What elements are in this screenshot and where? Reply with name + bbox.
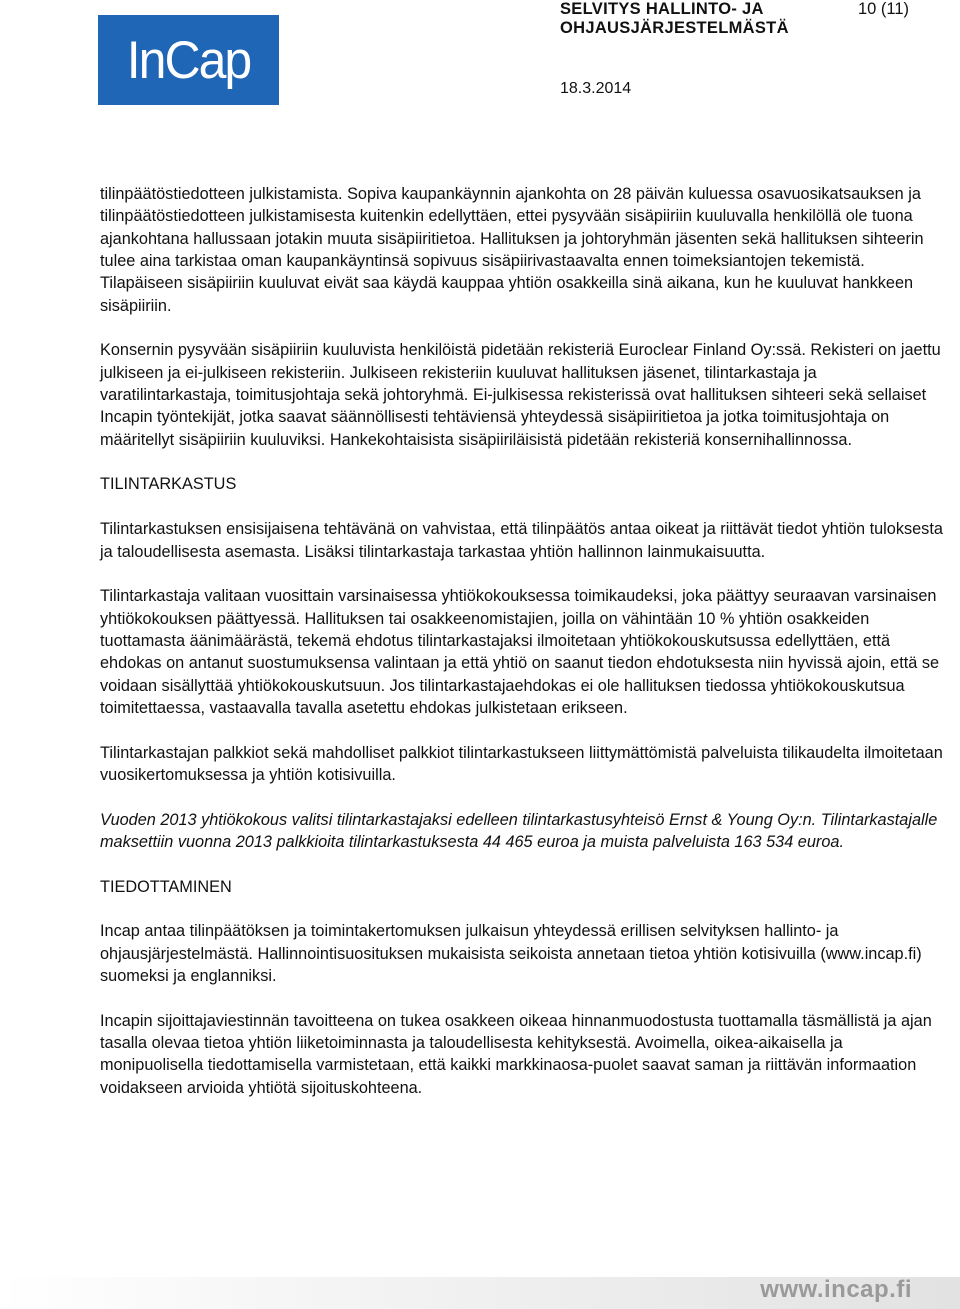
paragraph-auditor-election: Tilintarkastaja valitaan vuosittain varsinaisessa yhtiökokouksessa toimikaudeksi, joka päättyy seuraavan varsinaisen yhtiökokouksen päättyessä. Hallituksen tai osakkeenomistajien, joilla on vähintään 10 % yhtiön osakkeiden tuottamasta äänimäärästä, tekemä ehdotus tilintarkastajaksi ilmoitetaan yhtiökokouskutsussa edellyttäen, että ehdokas on antanut suostumuksensa valintaan ja että yhtiö on saanut tiedon ehdotuksesta niin hyvissä ajoin, että se voidaan sisällyttää yhtiökokouskutsuun. Jos tilintarkastajaehdokas ei ole hallituksen tiedossa yhtiökokouskutsua toimitettaessa, vastaavalla tavalla asetettu ehdokas julkistetaan erikseen.: [100, 587, 940, 717]
section-heading-communication: TIEDOTTAMINEN: [100, 877, 232, 896]
document-date: 18.3.2014: [560, 80, 632, 97]
paragraph-insider-trading: tilinpäätöstiedotteen julkistamista. Sopiva kaupankäynnin ajankohta on 28 päivän kuluessa osavuosikatsauksen ja tilinpäätöstiedotteen julkistamisesta kuitenkin edellyttäen, ettei pysyvään sisäpiiriin kuuluvalla henkilöllä ole tuona ajankohtana hallussaan jotakin muuta sisäpiiritietoa. Hallituksen ja johtoryhmän jäsenten sekä hallituksen sihteerin tulee aina tarkistaa oman kaupankäyntinsä sopivuus sisäpiirivastaavalta ennen toimeksiantojen tekemistä. Tilapäiseen sisäpiiriin kuuluvat eivät saa käydä kauppaa yhtiön osakkeilla sinä aikana, kun he kuuluvat hankkeen sisäpiiriin.: [100, 185, 924, 315]
company-logo: [98, 15, 279, 105]
document-body: [100, 183, 950, 1121]
paragraph-insider-register: Konsernin pysyvään sisäpiiriin kuuluvista henkilöistä pidetään rekisteriä Euroclear Finland Oy:ssä. Rekisteri on jaettu julkiseen ja ei-julkiseen rekisteriin. Julkiseen rekisteriin kuuluvat hallituksen jäsenet, tilintarkastaja ja varatilintarkastaja, toimitusjohtaja sekä johtoryhmä. Ei-julkisessa rekisterissä ovat hallituksen sihteeri sekä sellaiset Incapin työntekijät, jotka saavat säännöllisesti tehtäviensä yhteydessä sisäpiiritietoa ja jotka toimitusjohtaja on määritellyt sisäpiiriin kuuluviksi. Hankekohtaisista sisäpiiriläisistä pidetään rekisteriä konsernihallinnossa.: [100, 341, 941, 449]
paragraph-auditor-fees: Tilintarkastajan palkkiot sekä mahdolliset palkkiot tilintarkastukseen liittymättömistä palveluista tilikaudelta ilmoitetaan vuosikertomuksessa ja yhtiön kotisivuilla.: [100, 743, 943, 784]
note-auditor-2013: Vuoden 2013 yhtiökokous valitsi tilintarkastajaksi edelleen tilintarkastusyhteisö Ernst & Young Oy:n. Tilintarkastajalle maksettiin vuonna 2013 palkkioita tilintarkastuksesta 44 465 euroa ja muista palveluista 163 534 euroa.: [100, 810, 938, 851]
section-heading-audit: TILINTARKASTUS: [100, 475, 237, 494]
document-title: SELVITYS HALLINTO- JA OHJAUSJÄRJESTELMÄSTÄ: [560, 0, 789, 37]
paragraph-governance-statement: Incap antaa tilinpäätöksen ja toimintakertomuksen julkaisun yhteydessä erillisen selvityksen hallinto- ja ohjausjärjestelmästä. Hallinnointisuosituksen mukaisista seikoista annetaan tietoa yhtiön kotisivuilla (www.incap.fi) suomeksi ja englanniksi.: [100, 922, 922, 986]
logo-text: InCap: [126, 30, 251, 90]
paragraph-investor-relations: Incapin sijoittajaviestinnän tavoitteena on tukea osakkeen oikeaa hinnanmuodostusta tuottamalla täsmällistä ja ajan tasalla olevaa tietoa yhtiön liiketoiminnasta ja taloudellisesta kehityksestä. Avoimella, oikea-aikaisella ja monipuolisella tiedottamisella varmistetaan, että kaikki markkinaosa-puolet saavat saman ja riittävän informaation voidakseen arvioida yhtiötä sijoituskohteena.: [100, 1011, 932, 1097]
page-number: 10 (11): [858, 0, 910, 18]
paragraph-audit-purpose: Tilintarkastuksen ensisijaisena tehtävänä on vahvistaa, että tilinpäätös antaa oikeat ja riittävät tiedot yhtiön tuloksesta ja taloudellisesta asemasta. Lisäksi tilintarkastaja tarkastaa yhtiön hallinnon lainmukaisuutta.: [100, 520, 943, 561]
footer-url: www.incap.fi: [760, 1276, 912, 1303]
